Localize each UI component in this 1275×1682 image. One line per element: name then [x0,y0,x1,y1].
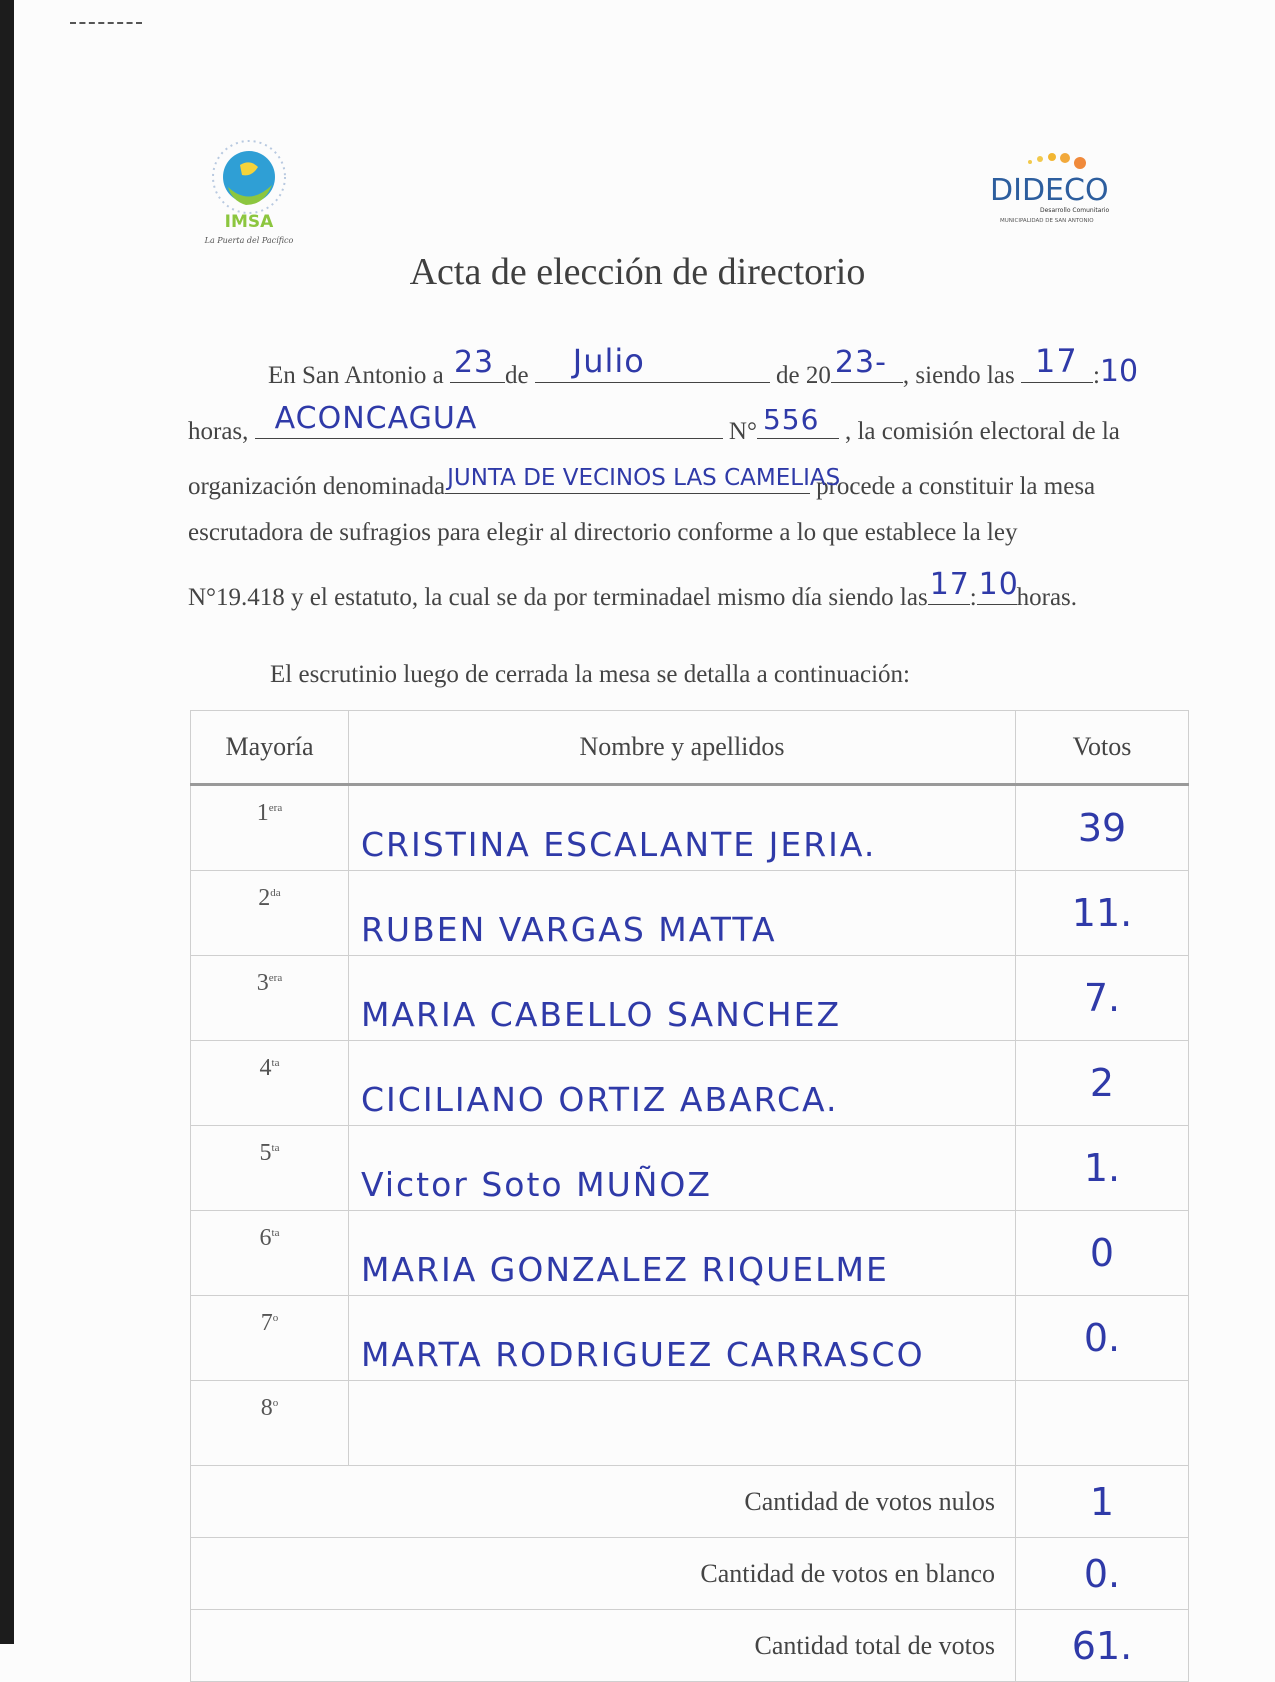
header-votos: Votos [1016,711,1189,785]
candidate-votes: 1. [1016,1126,1189,1211]
table-row [191,1296,1189,1381]
end-hour-field: 17 [928,574,970,605]
candidate-name: MARIA GONZALEZ RIQUELME [349,1211,1016,1296]
table-row [191,1381,1189,1466]
candidate-votes: 11. [1016,871,1189,956]
candidate-votes: 2 [1016,1041,1189,1126]
org-name-field: JUNTA DE VECINOS LAS CAMELIAS [445,463,810,494]
year-field: 23- [831,352,903,383]
imsa-logo-tagline: La Puerta del Pacífico [204,236,294,245]
blank-votes-row [191,1538,1189,1610]
dideco-logo-sub1: Desarrollo Comunitario [1040,207,1110,214]
dideco-logo-text: DIDECO [990,173,1109,208]
candidate-name: MARIA CABELLO SANCHEZ [349,956,1016,1041]
paragraph-line-3: organización denominada JUNTA DE VECINOS LAS CAMELIAS procede a constituir la mesa [188,465,1096,500]
candidate-name: RUBEN VARGAS MATTA [349,871,1016,956]
null-votes-label: Cantidad de votos nulos [191,1466,1016,1538]
header-nombre: Nombre y apellidos [349,711,1016,785]
scan-mark [70,22,142,28]
candidate-name: Victor Soto MUÑOZ [349,1126,1016,1211]
candidate-votes: 0 [1016,1211,1189,1296]
place-field: ACONCAGUA [255,408,723,439]
start-hour-field: 17 [1021,352,1093,383]
total-votes-label: Cantidad total de votos [191,1610,1016,1682]
total-votes-value: 61. [1016,1610,1189,1682]
rank-cell: 8$^o$ [191,1381,349,1466]
candidate-name [349,1381,1016,1466]
rank-cell: 7$^o$ [191,1296,349,1381]
imsa-logo [202,135,317,250]
table-header-row [191,711,1189,785]
paragraph-line-1: En San Antonio a 23 de Julio de 20 23- , siendo las 17 :10 [268,342,1139,389]
candidate-votes: 0. [1016,1296,1189,1381]
scrutiny-intro: El escrutinio luego de cerrada la mesa se detalla a continuación: [270,661,911,688]
candidate-votes: 39 [1016,785,1189,871]
day-field: 23 [450,352,505,383]
number-field: 556 [757,408,839,439]
scrutiny-table [190,710,1189,1682]
imsa-logo-text: IMSA [224,212,274,232]
rank-cell: $2^{da}$ [191,871,349,956]
dideco-logo [990,150,1115,235]
candidate-votes: 7. [1016,956,1189,1041]
table-row [191,871,1189,956]
blank-votes-value: 0. [1016,1538,1189,1610]
rank-cell: $6^{ta}$ [191,1211,349,1296]
end-min-field: 10 [977,574,1017,605]
table-row [191,1211,1189,1296]
scan-edge-band [0,0,14,1644]
paragraph-line-2: horas, ACONCAGUA N° 556 , la comisión electoral de la [188,401,1120,445]
paragraph-line-5: N°19.418 y el estatuto, la cual se da por terminadael mismo día siendo las 17 : 10 horas. [188,567,1078,611]
null-votes-row [191,1466,1189,1538]
table-row [191,956,1189,1041]
candidate-name: CRISTINA ESCALANTE JERIA. [349,785,1016,871]
dideco-logo-sub2: MUNICIPALIDAD DE SAN ANTONIO [1000,218,1094,224]
rank-cell: $5^{ta}$ [191,1126,349,1211]
candidate-name: MARTA RODRIGUEZ CARRASCO [349,1296,1016,1381]
table-row [191,1126,1189,1211]
candidate-name: CICILIANO ORTIZ ABARCA. [349,1041,1016,1126]
month-field: Julio [535,352,770,383]
table-row [191,1041,1189,1126]
document-title: Acta de elección de directorio [409,251,866,293]
candidate-votes [1016,1381,1189,1466]
paragraph-line-4: escrutadora de sufragios para elegir al directorio conforme a lo que establece la ley [188,519,1018,546]
null-votes-value: 1 [1016,1466,1189,1538]
table-row [191,785,1189,871]
rank-cell: $4^{ta}$ [191,1041,349,1126]
rank-cell: $3^{era}$ [191,956,349,1041]
blank-votes-label: Cantidad de votos en blanco [191,1538,1016,1610]
header-mayoria: Mayoría [191,711,349,785]
total-votes-row [191,1610,1189,1682]
start-min: 10 [1099,354,1139,389]
rank-cell: $1^{era}$ [191,785,349,871]
